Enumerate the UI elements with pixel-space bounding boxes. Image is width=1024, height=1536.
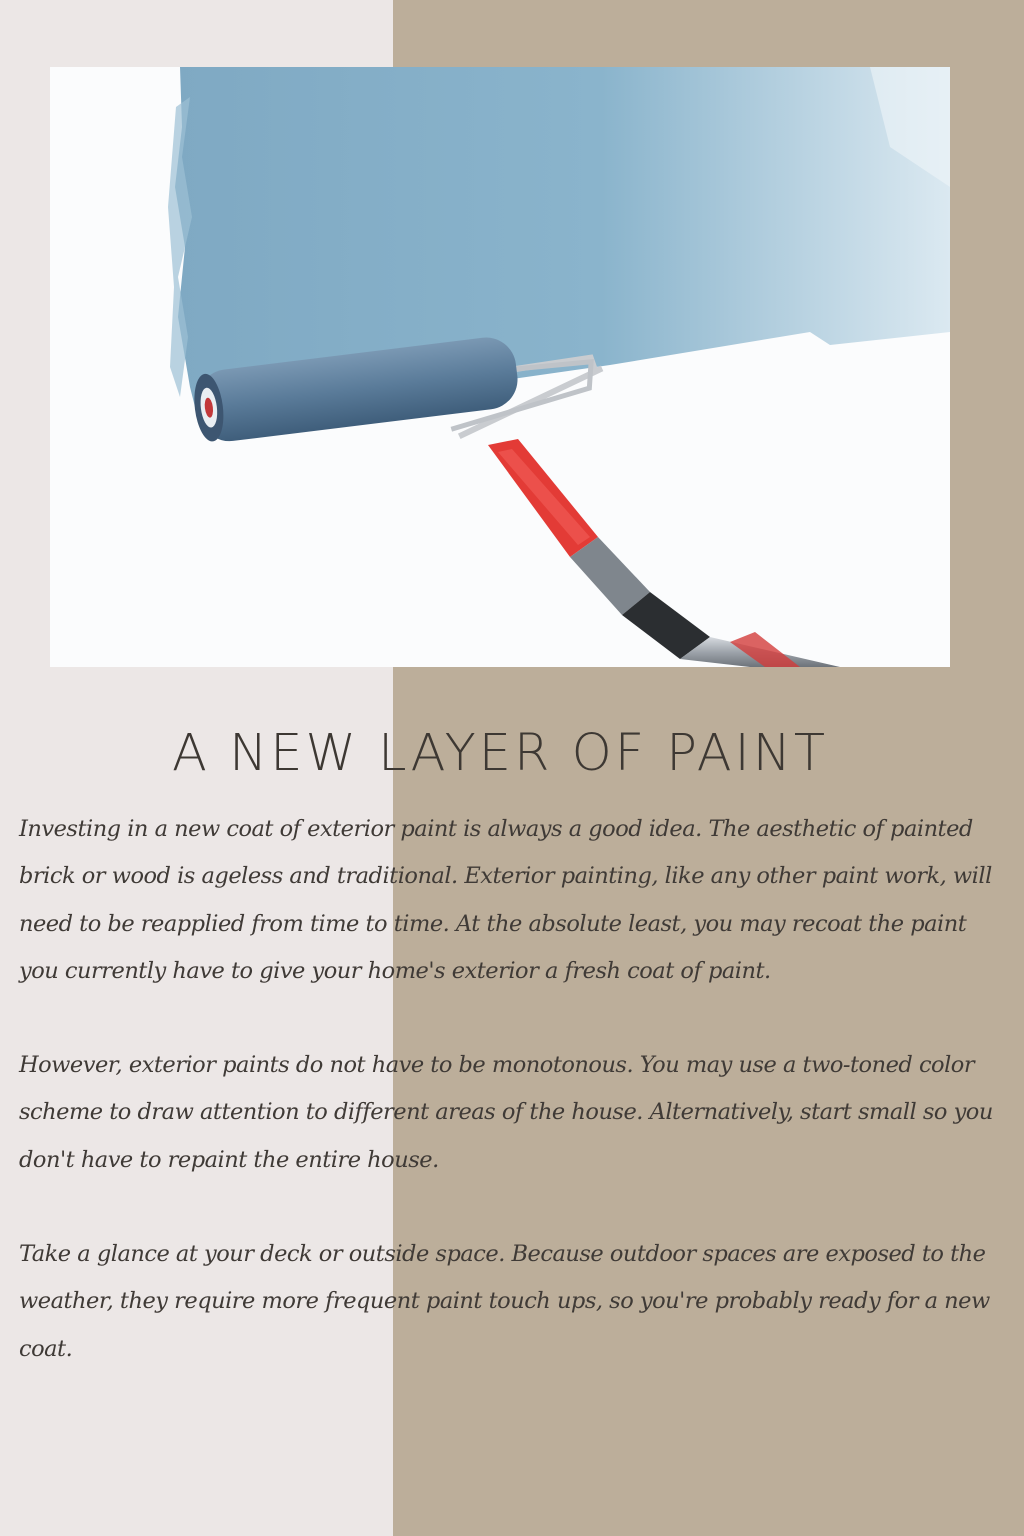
paint-roller-illustration bbox=[50, 67, 950, 667]
paragraph-2: However, exterior paints do not have to be monotonous. You may use a two-toned color scheme to draw attention to different areas of the house. Alternatively, start small so you don't have to repaint the entire house. bbox=[19, 1052, 993, 1173]
page-title: A NEW LAYER OF PAINT bbox=[171, 724, 829, 783]
paragraph-3: Take a glance at your deck or outside space. Because outdoor spaces are exposed to the weather, they require more frequent paint touch ups, so you're probably ready for a new coat. bbox=[19, 1241, 990, 1362]
paragraph-1: Investing in a new coat of exterior paint is always a good idea. The aesthetic of painted brick or wood is ageless and traditional. Exterior painting, like any other paint work, will need to be reapplied from time to time. At the absolute least, you may recoat the paint you currently have to give your home's exterior a fresh coat of paint. bbox=[19, 816, 992, 984]
article-body bbox=[19, 806, 1009, 1420]
paint-roller-photo bbox=[50, 67, 950, 667]
